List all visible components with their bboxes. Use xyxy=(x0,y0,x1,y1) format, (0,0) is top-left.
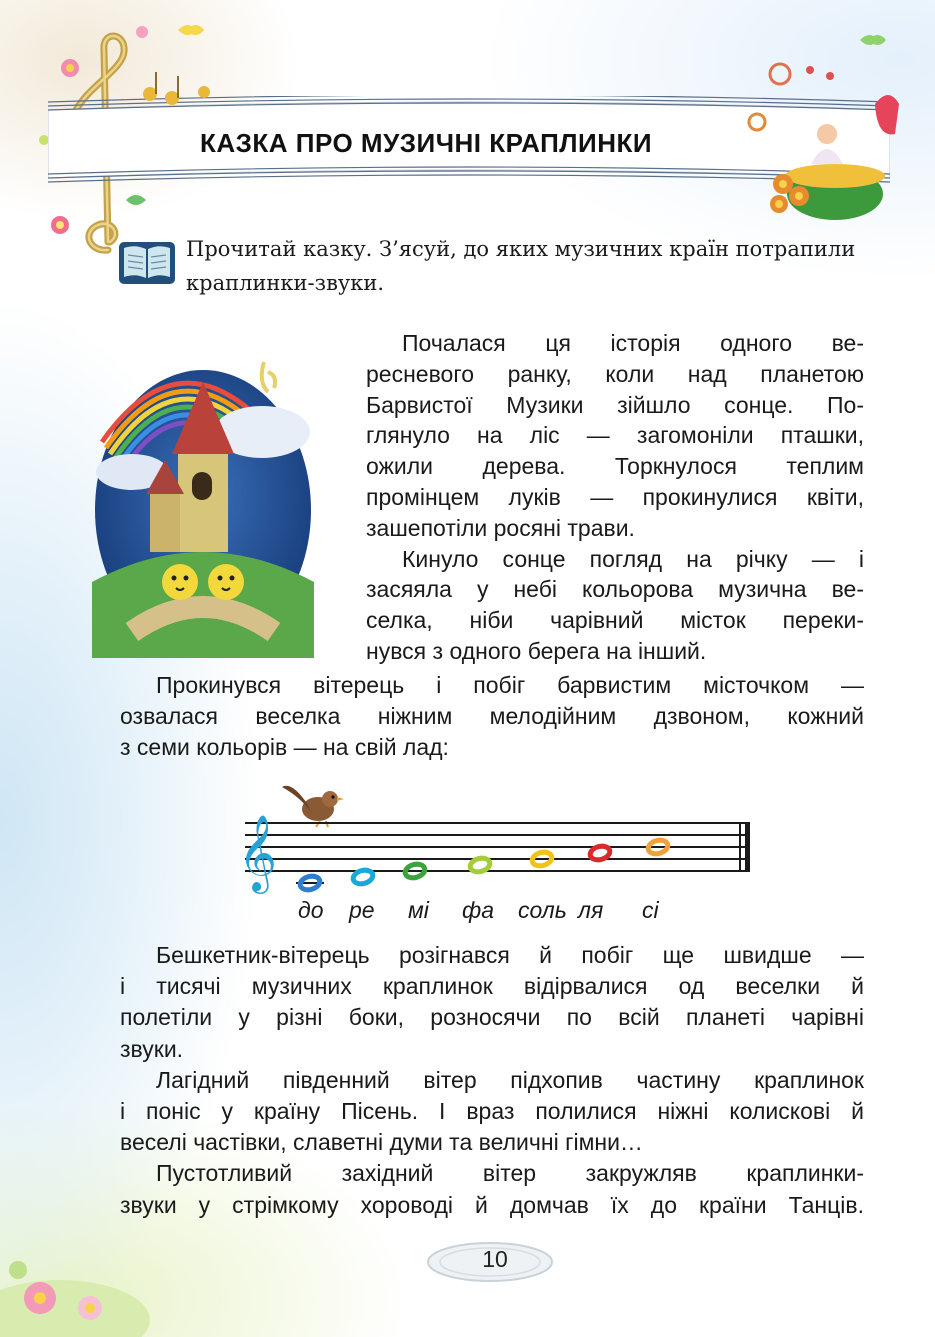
note-name-7: сі xyxy=(642,897,659,923)
text-line: Кинуло сонце погляд на річку — і xyxy=(402,545,864,572)
text-line: Почалася ця історія одного ве- xyxy=(402,330,864,356)
text-line: з семи кольорів — на свій лад: xyxy=(120,734,449,761)
note-name-3: мі xyxy=(408,897,429,923)
note-name-1: до xyxy=(298,897,324,923)
task-instruction: Прочитай казку. З’ясуй, до яких музичних країн потрапили краплинки-звуки. xyxy=(186,237,856,295)
text-line: полетіли у різні боки, розносячи по всій планеті чарівні xyxy=(120,1004,864,1031)
text-line: селка, ніби чарівний місток переки- xyxy=(366,607,864,634)
text-line: засяяла у небі кольорова музична ве- xyxy=(366,576,864,603)
castle-rainbow-illustration xyxy=(92,332,314,658)
text-line: ожили дерева. Торкнулося теплим xyxy=(366,453,864,480)
flowers-decoration-icon xyxy=(0,1180,200,1337)
text-line: озвалася веселка ніжним мелодійним дзвоном, кожний xyxy=(120,703,864,730)
text-line: і тисячі музичних краплинок відірвалися од веселки й xyxy=(120,973,864,1000)
girl-on-flowerpot-illustration xyxy=(745,84,925,234)
text-line: зашепотіли росяні трави. xyxy=(366,514,635,541)
note-name-2: ре xyxy=(349,897,375,923)
open-book-icon xyxy=(118,238,176,286)
text-line: нувся з одного берега на інший. xyxy=(366,638,707,664)
text-line: ресневого ранку, коли над планетою xyxy=(366,360,864,387)
text-line: Барвистої Музики зійшло сонце. По- xyxy=(366,391,864,418)
page-number: 10 xyxy=(482,1246,508,1272)
page-title: КАЗКА ПРО МУЗИЧНІ КРАПЛИНКИ xyxy=(200,128,653,158)
text-line: глянуло на ліс — загомоніли пташки, xyxy=(366,422,864,449)
note-names xyxy=(290,897,710,929)
text-line: звуки у стрімкому хороводі й домчав їх до країни Танців. xyxy=(120,1191,864,1218)
text-line: звуки. xyxy=(120,1035,184,1062)
text-line: промінцем луків — прокинулися квіти, xyxy=(366,484,864,510)
text-line: і поніс у країну Пісень. І враз полилися ніжні колискові й xyxy=(120,1098,864,1124)
music-scale-staff xyxy=(230,775,760,895)
text-line: Бешкетник-вітерець розігнався й побіг ще швидше — xyxy=(156,942,864,968)
treble-clef-icon: 𝄞 xyxy=(238,814,278,891)
note-name-4: фа xyxy=(462,897,495,923)
text-line: веселі частівки, славетні думи та величні гімни… xyxy=(120,1129,643,1156)
text-line: Прокинувся вітерець і побіг барвистим місточком — xyxy=(156,672,864,698)
note-name-5: соль xyxy=(518,897,567,923)
text-line: Пустотливий західний вітер закружляв краплинки- xyxy=(156,1160,864,1187)
text-line: Лагідний південний вітер підхопив частину краплинок xyxy=(156,1066,864,1093)
note-name-6: ля xyxy=(578,897,604,923)
bird-icon xyxy=(282,786,344,827)
